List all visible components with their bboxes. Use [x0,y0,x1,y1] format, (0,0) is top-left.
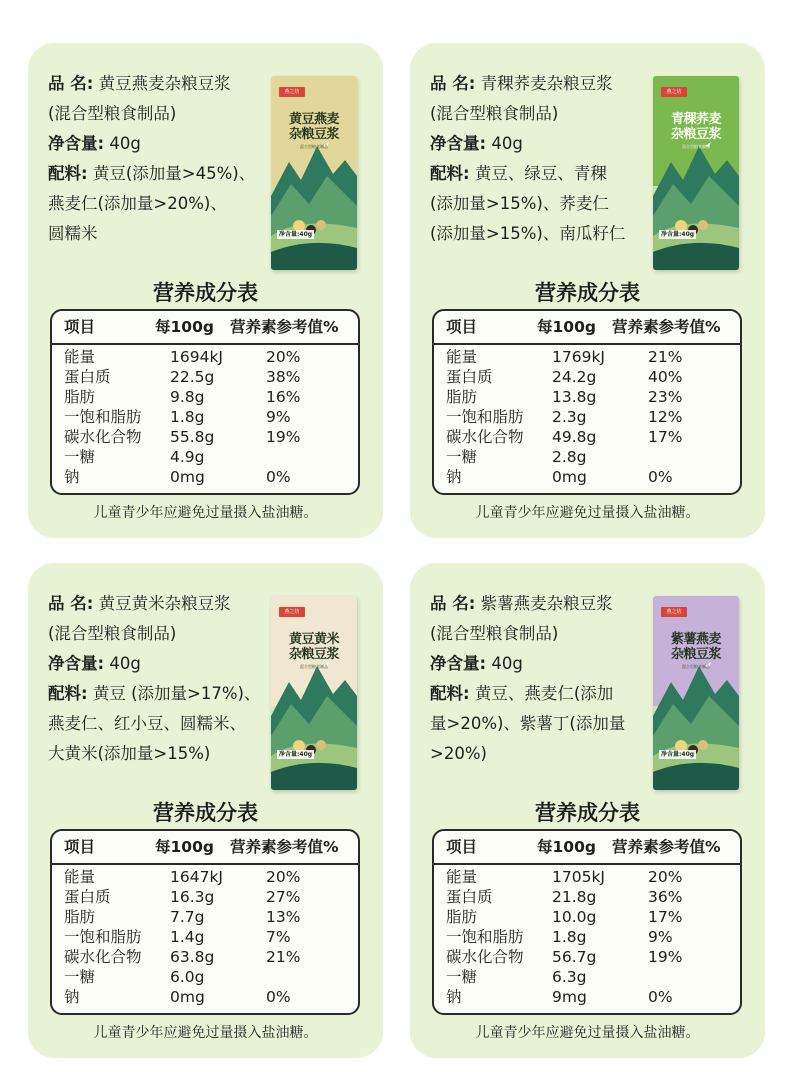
product-package-image [653,76,739,270]
package-net-weight: 净含量:40g [661,231,695,238]
health-note: 儿童青少年应避免过量摄入盐油糖。 [93,505,318,521]
nutrient-per100g: 1647kJ [170,868,223,886]
package-product-name: 黄豆黄米 杂粮豆浆 [288,632,339,662]
table-row [52,367,358,387]
package-subtitle: 混合型粮食制品 [300,664,328,669]
nutrient-nrv: 17% [648,908,683,926]
nutrient-nrv: 13% [266,908,301,926]
nutrient-name: 碳水化合物 [446,428,524,446]
nutrient-per100g: 16.3g [170,888,215,906]
table-row [434,427,740,447]
nutrient-per100g: 7.7g [170,908,205,926]
table-row [434,407,740,427]
nutrient-name: 能量 [446,868,478,886]
brand-logo: 燕之坊 [279,607,305,617]
nutrient-nrv: 12% [648,408,683,426]
nutrient-per100g: 9.8g [170,388,205,406]
table-row [434,947,740,967]
nutrient-per100g: 1.8g [552,928,587,946]
nutrient-per100g: 56.7g [552,948,597,966]
table-row [52,907,358,927]
product-card [410,563,765,1058]
ingredients-text: 黄豆 (添加量>17%)、 [92,684,261,703]
table-body [434,347,740,487]
nutrient-per100g: 2.3g [552,408,587,426]
nutrient-name: 脂肪 [64,388,96,406]
nutrient-per100g: 4.9g [170,448,205,466]
nutrient-name: 能量 [446,348,478,366]
ingredients-text: 燕麦仁(添加量>20%)、 [48,194,227,213]
nutrient-nrv: 9% [648,928,673,946]
nutrient-name: 钠 [64,988,80,1006]
nutrient-name: 蛋白质 [64,888,111,906]
brand-logo: 燕之坊 [661,87,687,97]
ingredients-text: 大黄米(添加量>15%) [48,744,211,763]
table-row [434,967,740,987]
package-subtitle: 混合型粮食制品 [682,664,710,669]
nutrient-name: 蛋白质 [446,368,493,386]
table-row [434,387,740,407]
nutrient-per100g: 22.5g [170,368,215,386]
nutrient-per100g: 13.8g [552,388,597,406]
table-row [52,867,358,887]
table-row [52,987,358,1007]
nutrient-name: 一饱和脂肪 [64,928,142,946]
nutrient-per100g: 21.8g [552,888,597,906]
nutrient-name: 一饱和脂肪 [64,408,142,426]
product-package-image [271,76,357,270]
nutrient-name: 一糖 [446,448,478,466]
header-per100g: 每100g [537,318,596,336]
nutrient-name: 碳水化合物 [64,428,142,446]
nutrient-nrv: 21% [266,948,301,966]
ingredients-text: >20%) [430,744,487,763]
table-row [52,387,358,407]
ingredients-label: 配料: [48,684,88,703]
nutrient-per100g: 55.8g [170,428,215,446]
health-note: 儿童青少年应避免过量摄入盐油糖。 [475,505,700,521]
nutrient-nrv: 0% [648,468,673,486]
ingredients-text: 燕麦仁、红小豆、圆糯米、 [48,714,246,733]
package-illustration [271,596,357,790]
nutrient-nrv: 7% [266,928,291,946]
nutrition-table-title: 营养成分表 [535,801,640,825]
nutrient-name: 蛋白质 [64,368,111,386]
nutrition-table [432,829,742,1015]
nutrient-nrv: 19% [266,428,301,446]
nutrient-nrv: 0% [266,468,291,486]
ingredients-label: 配料: [430,164,470,183]
nutrient-name: 碳水化合物 [64,948,142,966]
ingredients-text: 量>20%)、紫薯丁(添加量 [430,714,626,733]
ingredients-label: 配料: [430,684,470,703]
table-body [52,347,358,487]
table-body [52,867,358,1007]
header-nrv: 营养素参考值% [612,318,721,336]
header-nrv: 营养素参考值% [612,838,721,856]
net-content-label: 净含量: [48,654,105,673]
table-row [52,407,358,427]
brand-logo: 燕之坊 [661,607,687,617]
table-row [434,927,740,947]
nutrient-name: 一糖 [446,968,478,986]
nutrient-name: 钠 [64,468,80,486]
nutrient-per100g: 6.3g [552,968,587,986]
package-net-weight: 净含量:40g [661,751,695,758]
package-net-weight: 净含量:40g [279,751,313,758]
package-product-name: 青稞荞麦 杂粮豆浆 [670,112,721,142]
ingredients-text: 黄豆、燕麦仁(添加 [474,684,614,703]
table-row [52,427,358,447]
table-row [434,367,740,387]
table-row [434,887,740,907]
nutrient-name: 钠 [446,988,462,1006]
table-header [52,311,358,345]
table-row [434,447,740,467]
nutrient-name: 一糖 [64,448,96,466]
table-header [52,831,358,865]
nutrition-table [50,829,360,1015]
nutrient-name: 脂肪 [446,388,478,406]
table-row [434,987,740,1007]
product-name-label: 品 名: [430,594,476,613]
nutrient-name: 蛋白质 [446,888,493,906]
nutrient-per100g: 0mg [170,468,205,486]
product-name: 青稞荞麦杂粮豆浆 [480,74,613,93]
nutrient-nrv: 20% [648,868,683,886]
nutrient-per100g: 2.8g [552,448,587,466]
nutrient-nrv: 40% [648,368,683,386]
nutrient-per100g: 9mg [552,988,587,1006]
net-content-value: 40g [109,654,141,673]
nutrient-name: 一饱和脂肪 [446,408,524,426]
table-row [434,467,740,487]
package-subtitle: 混合型粮食制品 [682,144,710,149]
header-item: 项目 [446,838,478,856]
nutrient-nrv: 20% [266,348,301,366]
product-package-image [271,596,357,790]
nutrient-name: 钠 [446,468,462,486]
table-header [434,831,740,865]
nutrient-per100g: 24.2g [552,368,597,386]
product-package-image [653,596,739,790]
nutrient-per100g: 1769kJ [552,348,605,366]
nutrient-nrv: 19% [648,948,683,966]
nutrient-nrv: 36% [648,888,683,906]
product-type: (混合型粮食制品) [48,104,177,123]
header-item: 项目 [64,318,96,336]
ingredients-text: 黄豆(添加量>45%)、 [92,164,256,183]
net-content-label: 净含量: [48,134,105,153]
package-subtitle: 混合型粮食制品 [300,144,328,149]
ingredients-text: 圆糯米 [48,224,98,243]
nutrient-nrv: 9% [266,408,291,426]
net-content-value: 40g [109,134,141,153]
net-content-value: 40g [491,134,523,153]
header-nrv: 营养素参考值% [230,318,339,336]
nutrient-nrv: 20% [266,868,301,886]
table-row [52,347,358,367]
table-row [52,467,358,487]
product-card [28,43,383,538]
product-type: (混合型粮食制品) [430,104,559,123]
nutrient-name: 脂肪 [64,908,96,926]
table-row [52,887,358,907]
health-note: 儿童青少年应避免过量摄入盐油糖。 [475,1025,700,1041]
nutrient-per100g: 1.4g [170,928,205,946]
nutrient-nrv: 17% [648,428,683,446]
nutrient-name: 一糖 [64,968,96,986]
product-card [410,43,765,538]
table-row [52,947,358,967]
nutrient-per100g: 0mg [552,468,587,486]
nutrient-nrv: 23% [648,388,683,406]
table-row [434,867,740,887]
table-row [434,347,740,367]
nutrient-name: 能量 [64,868,96,886]
package-product-name: 紫薯燕麦 杂粮豆浆 [670,632,721,662]
table-body [434,867,740,1007]
header-per100g: 每100g [537,838,596,856]
nutrient-nrv: 21% [648,348,683,366]
package-illustration [653,596,739,790]
product-name-label: 品 名: [48,594,94,613]
package-net-weight: 净含量:40g [279,231,313,238]
header-item: 项目 [446,318,478,336]
product-name: 黄豆燕麦杂粮豆浆 [98,74,231,93]
nutrition-table [432,309,742,495]
table-row [52,447,358,467]
nutrient-per100g: 1.8g [170,408,205,426]
product-type: (混合型粮食制品) [430,624,559,643]
nutrient-nrv: 16% [266,388,301,406]
nutrition-table-title: 营养成分表 [535,281,640,305]
ingredients-text: (添加量>15%)、荞麦仁 [430,194,609,213]
nutrient-name: 碳水化合物 [446,948,524,966]
ingredients-label: 配料: [48,164,88,183]
nutrition-table [50,309,360,495]
nutrient-per100g: 63.8g [170,948,215,966]
package-illustration [271,76,357,270]
nutrition-table-title: 营养成分表 [153,281,258,305]
nutrient-per100g: 0mg [170,988,205,1006]
header-per100g: 每100g [155,318,214,336]
nutrient-per100g: 49.8g [552,428,597,446]
nutrient-per100g: 1694kJ [170,348,223,366]
header-per100g: 每100g [155,838,214,856]
product-type: (混合型粮食制品) [48,624,177,643]
package-product-name: 黄豆燕麦 杂粮豆浆 [288,112,339,142]
product-name: 黄豆黄米杂粮豆浆 [98,594,231,613]
nutrient-nrv: 0% [266,988,291,1006]
nutrient-name: 脂肪 [446,908,478,926]
net-content-label: 净含量: [430,654,487,673]
product-name-label: 品 名: [48,74,94,93]
nutrient-per100g: 1705kJ [552,868,605,886]
nutrient-nrv: 38% [266,368,301,386]
ingredients-text: 黄豆、绿豆、青稞 [474,164,607,183]
header-item: 项目 [64,838,96,856]
nutrient-nrv: 27% [266,888,301,906]
table-row [52,967,358,987]
table-header [434,311,740,345]
nutrient-name: 一饱和脂肪 [446,928,524,946]
product-name-label: 品 名: [430,74,476,93]
package-illustration [653,76,739,270]
nutrient-name: 能量 [64,348,96,366]
nutrition-table-title: 营养成分表 [153,801,258,825]
product-card [28,563,383,1058]
table-row [52,927,358,947]
net-content-label: 净含量: [430,134,487,153]
brand-logo: 燕之坊 [279,87,305,97]
nutrient-per100g: 6.0g [170,968,205,986]
nutrient-nrv: 0% [648,988,673,1006]
ingredients-text: (添加量>15%)、南瓜籽仁 [430,224,626,243]
net-content-value: 40g [491,654,523,673]
table-row [434,907,740,927]
product-name: 紫薯燕麦杂粮豆浆 [480,594,613,613]
nutrient-per100g: 10.0g [552,908,597,926]
health-note: 儿童青少年应避免过量摄入盐油糖。 [93,1025,318,1041]
header-nrv: 营养素参考值% [230,838,339,856]
